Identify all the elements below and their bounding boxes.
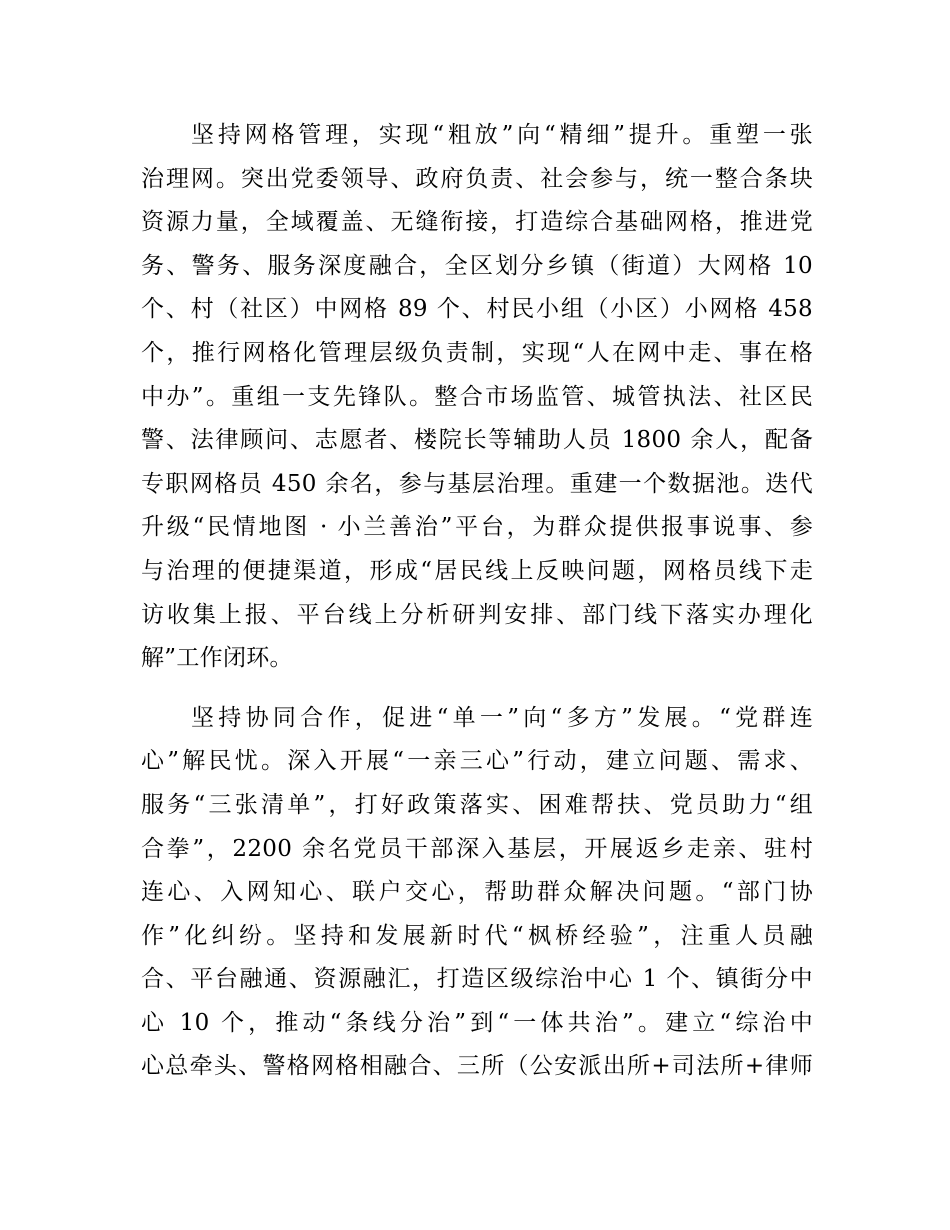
text-line: 连心、入网知心、联户交心，帮助群众解决问题。“部门协 xyxy=(141,879,813,906)
text-line: 服务“三张清单”，打好政策落实、困难帮扶、党员助力“组 xyxy=(141,791,813,818)
text-line: 专职网格员 450 余名，参与基层治理。重建一个数据池。迭代 xyxy=(141,470,813,497)
text-line: 治理网。突出党委领导、政府负责、社会参与，统一整合条块 xyxy=(141,165,813,192)
text-line: 升级“民情地图 · 小兰善治”平台，为群众提供报事说事、参 xyxy=(141,514,813,541)
text-line: 与治理的便捷渠道，形成“居民线上反映问题，网格员线下走 xyxy=(141,557,813,584)
text-line: 合、平台融通、资源融汇，打造区级综治中心 1 个、镇街分中 xyxy=(141,966,813,993)
text-line: 务、警务、服务深度融合，全区划分乡镇（街道）大网格 10 xyxy=(141,252,813,279)
text-line: 坚持网格管理，实现“粗放”向“精细”提升。重塑一张 xyxy=(191,122,813,148)
text-line: 解”工作闭环。 xyxy=(141,645,293,672)
text-line: 坚持协同合作，促进“单一”向“多方”发展。“党群连 xyxy=(191,704,813,731)
paragraph-grid-management xyxy=(141,114,813,681)
text-line: 资源力量，全域覆盖、无缝衔接，打造综合基础网格，推进党 xyxy=(141,209,813,236)
paragraph-collaboration xyxy=(141,697,813,1089)
text-line: 合拳”，2200 余名党员干部深入基层，开展返乡走亲、驻村 xyxy=(141,835,813,862)
text-line: 作”化纠纷。坚持和发展新时代“枫桥经验”，注重人员融 xyxy=(141,922,813,949)
document-body xyxy=(141,114,813,1089)
text-line: 个、村（社区）中网格 89 个、村民小组（小区）小网格 458 xyxy=(141,296,813,323)
text-line: 心”解民忧。深入开展“一亲三心”行动，建立问题、需求、 xyxy=(141,748,813,775)
text-line: 心总牵头、警格网格相融合、三所（公安派出所+司法所+律师 xyxy=(141,1053,813,1080)
text-line: 中办”。重组一支先锋队。整合市场监管、城管执法、社区民 xyxy=(141,383,813,410)
text-line: 警、法律顾问、志愿者、楼院长等辅助人员 1800 余人，配备 xyxy=(141,427,813,454)
text-line: 访收集上报、平台线上分析研判安排、部门线下落实办理化 xyxy=(141,601,813,628)
text-line: 个，推行网格化管理层级负责制，实现“人在网中走、事在格 xyxy=(141,339,813,366)
text-line: 心 10 个，推动“条线分治”到“一体共治”。建立“综治中 xyxy=(141,1009,813,1036)
paragraph-spacer xyxy=(141,681,813,697)
